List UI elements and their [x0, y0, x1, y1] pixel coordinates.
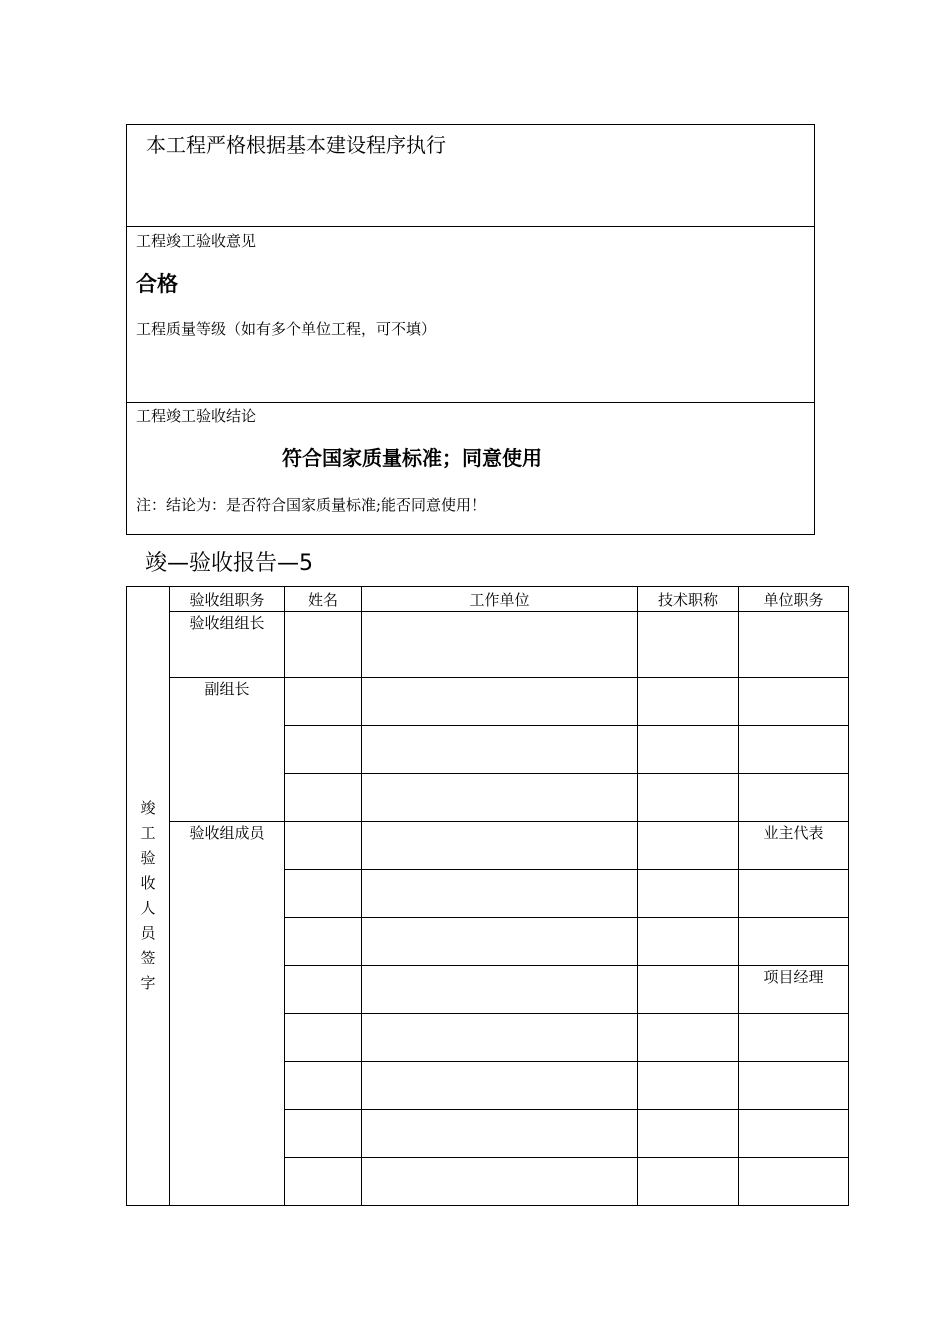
unit-cell[interactable]	[362, 822, 638, 870]
title-cell[interactable]	[638, 678, 739, 726]
conclusion-value: 符合国家质量标准；同意使用	[282, 446, 542, 470]
side-label: 竣工验收人员签字	[140, 799, 156, 992]
title-cell[interactable]	[638, 726, 739, 774]
name-cell[interactable]	[285, 1014, 362, 1062]
execution-text: 本工程严格根据基本建设程序执行	[146, 133, 446, 157]
conclusion-note: 注：结论为：是否符合国家质量标准;能否同意使用！	[136, 496, 487, 514]
quality-grade-label: 工程质量等级（如有多个单位工程，可不填）	[136, 320, 437, 338]
unit-cell[interactable]	[362, 726, 638, 774]
header-role: 验收组职务	[170, 587, 285, 612]
unit-cell[interactable]	[362, 870, 638, 918]
unit-cell[interactable]	[362, 1062, 638, 1110]
unit-cell[interactable]	[362, 1158, 638, 1206]
name-cell[interactable]	[285, 966, 362, 1014]
post-cell[interactable]	[739, 918, 849, 966]
report-title: 竣—验收报告—5	[145, 551, 313, 576]
post-cell[interactable]	[739, 612, 849, 678]
title-cell[interactable]	[638, 822, 739, 870]
title-cell[interactable]	[638, 1110, 739, 1158]
role-deputy: 副组长	[170, 678, 285, 822]
table-row	[127, 612, 849, 678]
header-title: 技术职称	[638, 587, 739, 612]
post-cell[interactable]	[739, 678, 849, 726]
name-cell[interactable]	[285, 870, 362, 918]
unit-cell[interactable]	[362, 1014, 638, 1062]
name-cell[interactable]	[285, 678, 362, 726]
post-project-manager: 项目经理	[739, 966, 849, 1014]
name-cell[interactable]	[285, 1110, 362, 1158]
post-cell[interactable]	[739, 726, 849, 774]
post-cell[interactable]	[739, 1110, 849, 1158]
name-cell[interactable]	[285, 822, 362, 870]
post-cell[interactable]	[739, 1062, 849, 1110]
unit-cell[interactable]	[362, 966, 638, 1014]
title-cell[interactable]	[638, 1158, 739, 1206]
title-cell[interactable]	[638, 774, 739, 822]
signature-table	[126, 586, 849, 1206]
unit-cell[interactable]	[362, 612, 638, 678]
title-cell[interactable]	[638, 966, 739, 1014]
unit-cell[interactable]	[362, 1110, 638, 1158]
table-row	[127, 822, 849, 870]
header-post: 单位职务	[739, 587, 849, 612]
name-cell[interactable]	[285, 1158, 362, 1206]
post-cell[interactable]	[739, 1014, 849, 1062]
table-row	[127, 678, 849, 726]
name-cell[interactable]	[285, 726, 362, 774]
name-cell[interactable]	[285, 1062, 362, 1110]
acceptance-opinion-box	[126, 226, 815, 403]
side-label-cell	[127, 587, 170, 1206]
role-leader: 验收组组长	[170, 612, 285, 678]
name-cell[interactable]	[285, 918, 362, 966]
execution-box	[126, 124, 815, 227]
opinion-label: 工程竣工验收意见	[136, 232, 257, 250]
title-cell[interactable]	[638, 918, 739, 966]
name-cell[interactable]	[285, 774, 362, 822]
table-header-row	[127, 587, 849, 612]
role-member: 验收组成员	[170, 822, 285, 1206]
name-cell[interactable]	[285, 612, 362, 678]
unit-cell[interactable]	[362, 774, 638, 822]
opinion-value: 合格	[136, 272, 178, 296]
title-cell[interactable]	[638, 612, 739, 678]
post-cell[interactable]	[739, 1158, 849, 1206]
title-cell[interactable]	[638, 1062, 739, 1110]
header-name: 姓名	[285, 587, 362, 612]
unit-cell[interactable]	[362, 678, 638, 726]
title-cell[interactable]	[638, 870, 739, 918]
header-unit: 工作单位	[362, 587, 638, 612]
conclusion-label: 工程竣工验收结论	[136, 407, 257, 425]
unit-cell[interactable]	[362, 918, 638, 966]
post-cell[interactable]	[739, 870, 849, 918]
acceptance-conclusion-box	[126, 402, 815, 535]
title-cell[interactable]	[638, 1014, 739, 1062]
post-owner-rep: 业主代表	[739, 822, 849, 870]
post-cell[interactable]	[739, 774, 849, 822]
